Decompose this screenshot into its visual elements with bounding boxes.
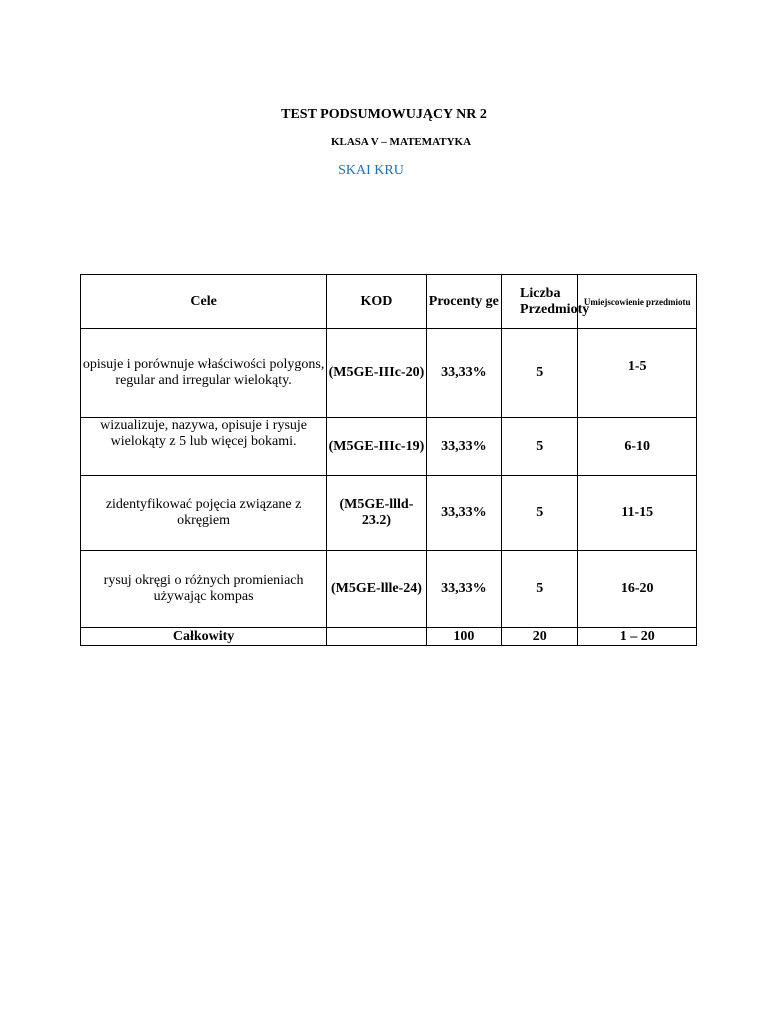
percent-text: 33,33% [441,505,487,520]
document-title: TEST PODSUMOWUJĄCY NR 2 [281,107,487,122]
placement-cell [578,418,697,476]
placement-cell [578,476,697,551]
total-placement: 1 – 20 [619,628,655,644]
placement-text: 6-10 [624,438,651,454]
code-text: (M5GE-IIIc-20) [328,365,425,380]
count-text: 5 [536,365,544,380]
col-header-count [502,275,590,329]
total-count-cell [502,628,578,646]
col-header-code [327,275,426,329]
placement-cell [578,329,697,418]
placement-text: 11-15 [621,505,654,520]
total-label-cell [81,628,327,646]
summary-table [80,274,697,646]
col-header-percent [426,275,501,329]
percent-cell [426,551,501,628]
col-header-goals [81,275,327,329]
table-row [81,551,697,628]
percent-cell [426,476,501,551]
count-cell [502,551,578,628]
goal-cell [81,476,327,551]
total-code-cell [327,628,426,646]
goal-cell [81,329,327,418]
col-header-percent-label: Procenty ge [428,293,499,309]
count-text: 5 [536,581,544,596]
col-header-placement-label: Umiejscowienie przedmiotu [583,296,691,307]
count-cell [502,329,578,418]
col-header-count-label: Liczba Przedmioty [520,285,590,317]
goal-text: wizualizuje, nazywa, opisuje i rysuje wielokąty z 5 lub więcej bokami. [100,418,307,449]
code-cell [327,418,426,476]
goal-cell [81,551,327,628]
percent-text: 33,33% [441,581,487,596]
code-cell [327,329,426,418]
percent-text: 33,33% [441,438,487,454]
header-row [81,275,697,329]
col-header-code-label: KOD [360,293,393,309]
col-header-goals-label: Cele [190,293,217,309]
code-text: (M5GE-IIIc-19) [328,438,425,454]
placement-text: 1-5 [627,359,647,374]
placement-text: 16-20 [620,581,654,596]
class-subtitle: KLASA V – MATEMATYKA [330,136,472,148]
total-percent: 100 [453,628,475,644]
code-cell [327,551,426,628]
table-row [81,418,697,476]
count-text: 5 [536,438,544,454]
table-row [81,329,697,418]
table-row [81,476,697,551]
col-header-placement [578,275,697,329]
percent-cell [426,418,501,476]
placement-cell [578,551,697,628]
goal-text: opisuje i porównuje właściwości polygons, regular and irregular wielokąty. [82,357,325,388]
count-text: 5 [536,505,544,520]
total-placement-cell [578,628,697,646]
count-cell [502,418,578,476]
total-row [81,628,697,646]
percent-text: 33,33% [441,365,487,380]
goal-cell [81,418,327,476]
total-count: 20 [532,628,547,644]
total-percent-cell [426,628,501,646]
total-label: Całkowity [172,628,235,644]
goal-text: zidentyfikować pojęcia związane z okręgiem [105,497,302,528]
code-text: (M5GE-llld-23.2) [339,497,414,528]
goal-text: rysuj okręgi o różnych promieniach używając kompas [103,573,304,604]
code-text: (M5GE-llle-24) [330,581,422,596]
count-cell [502,476,578,551]
author-name: SKAI KRU [338,163,404,178]
percent-cell [426,329,501,418]
code-cell [327,476,426,551]
